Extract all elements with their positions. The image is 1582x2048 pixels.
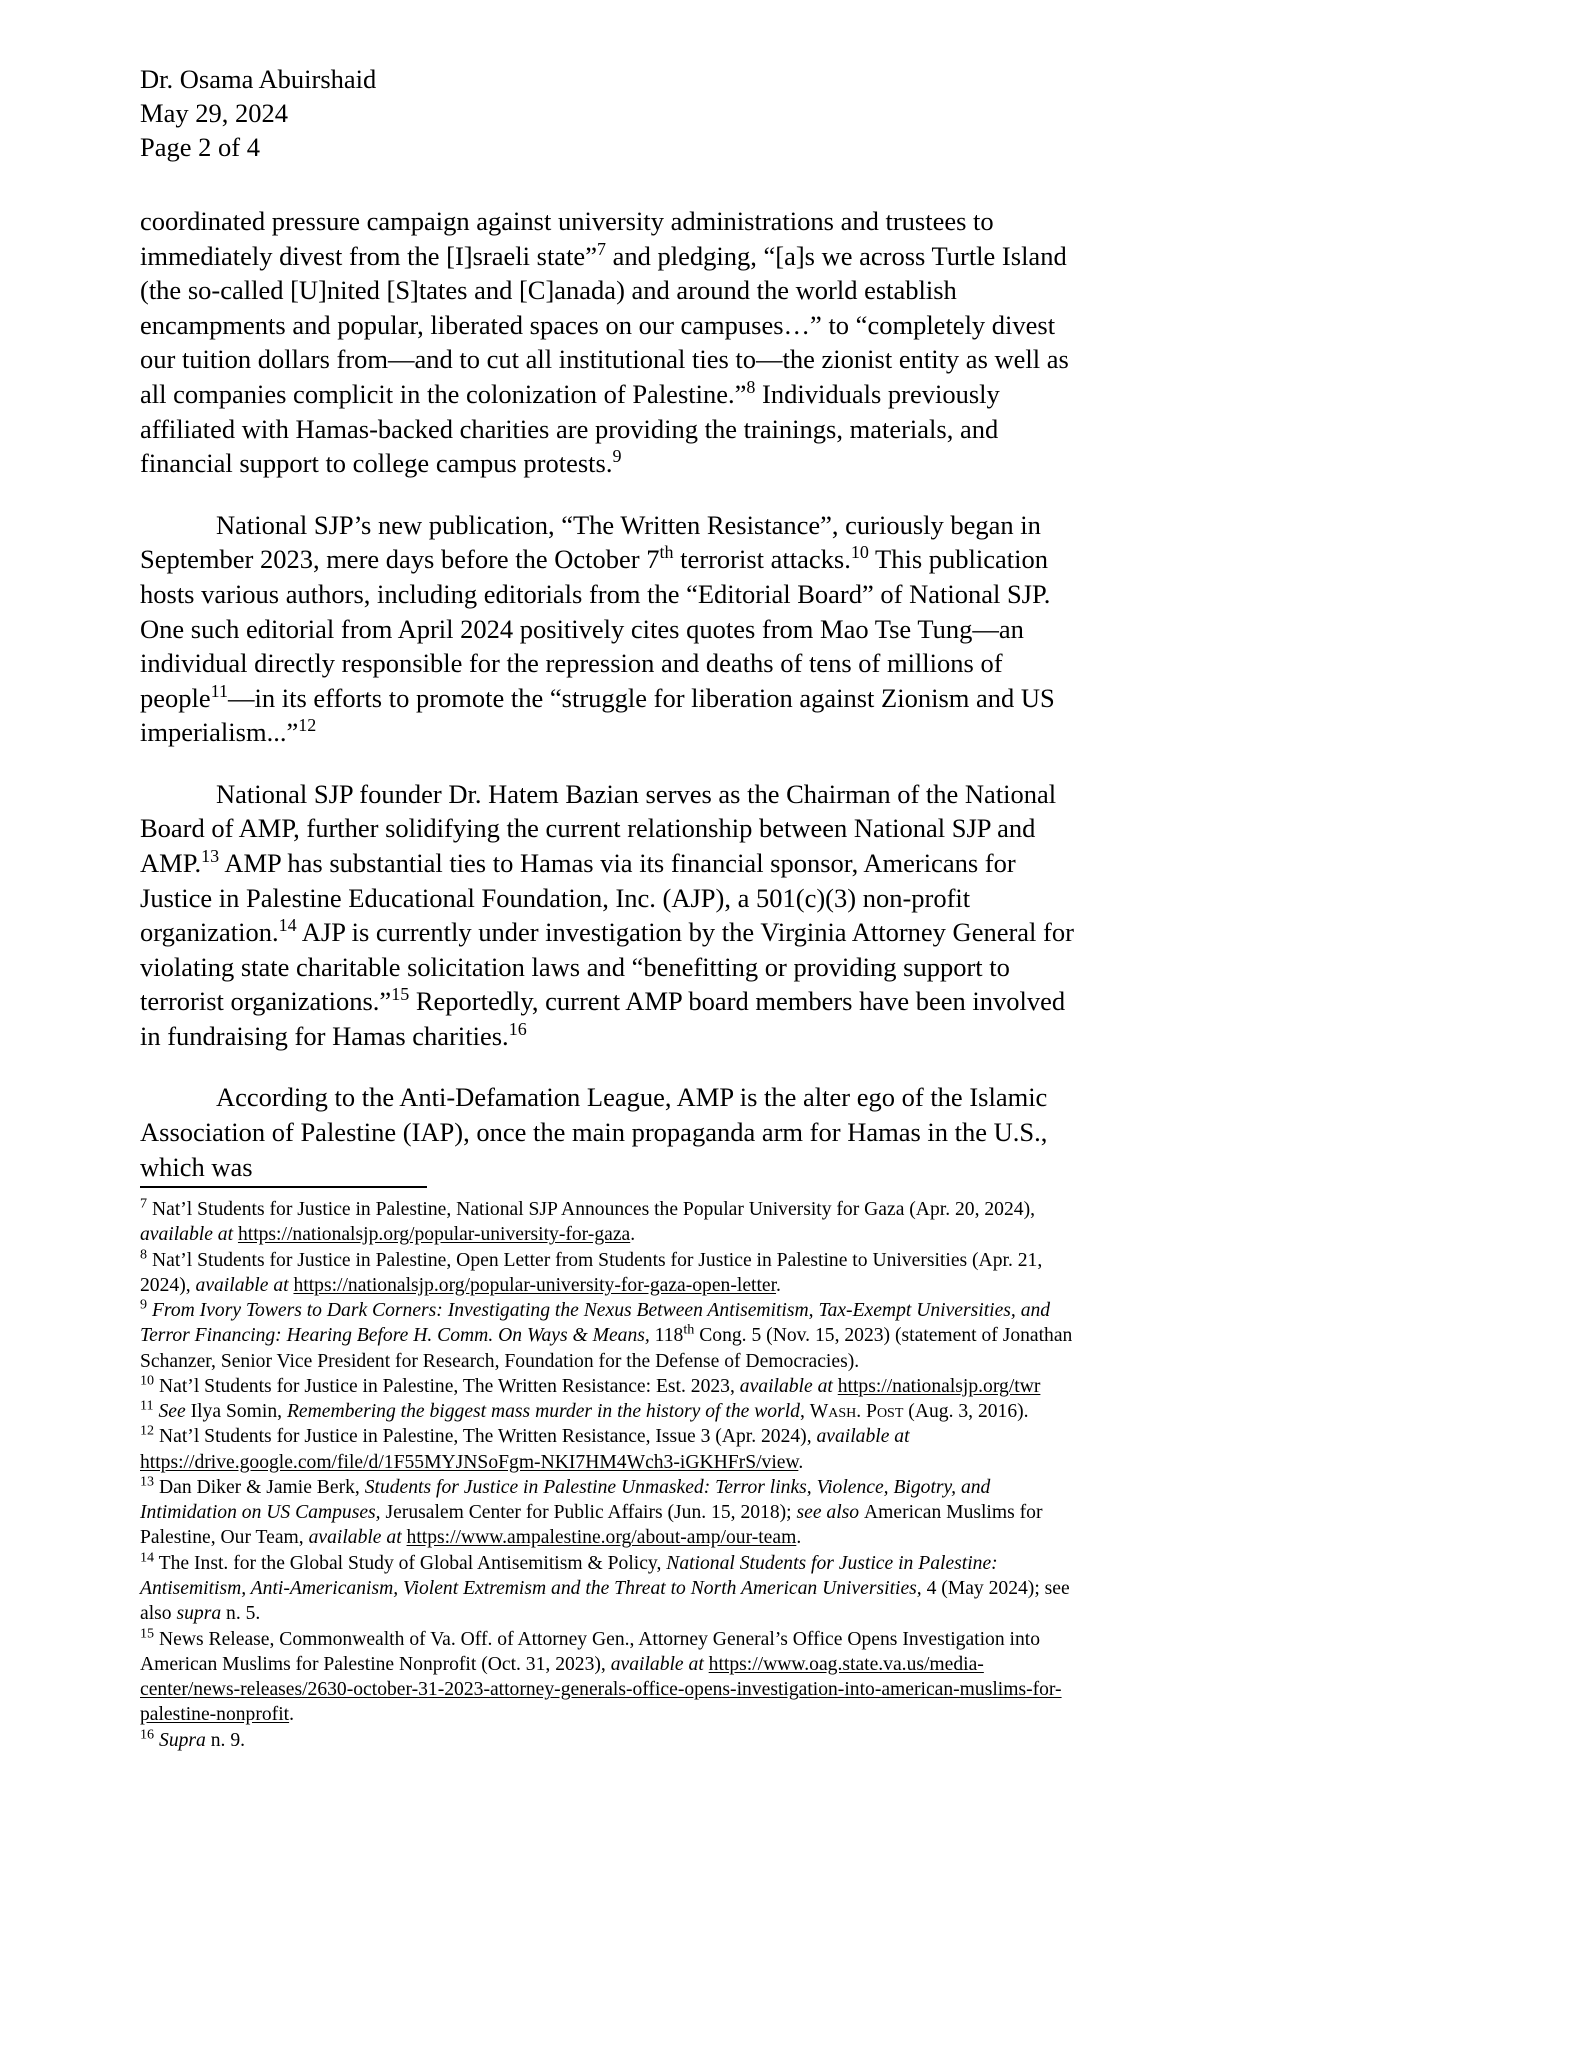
page-number-label: Page 2 of 4 xyxy=(140,132,260,163)
text-run: American Muslims for Palestine, Our Team, xyxy=(140,1502,1043,1549)
italic-text: Supra xyxy=(159,1729,211,1751)
text-run: . xyxy=(289,1704,294,1726)
italic-text: From Ivory Towers to Dark Corners: Investigating the Nexus Between Antisemitism, Tax-Exempt Universities, and Terror Financing: Hearing Before H. Comm. On Ways & Means, xyxy=(140,1300,1051,1347)
citation-url-link[interactable]: https://nationalsjp.org/popular-university-for-gaza-open-letter xyxy=(293,1274,777,1296)
text-run: . xyxy=(796,1527,802,1549)
citation-url-link[interactable]: https://www.oag.state.va.us/media-center/news-releases/2630-october-31-2023-attorney-generals-office-opens-investigation-into-american-muslims-for-palestine-nonprofit xyxy=(140,1653,1062,1726)
italic-text: available at xyxy=(739,1375,838,1397)
text-run: n. 5. xyxy=(226,1603,261,1625)
citation-url-link[interactable]: https://drive.google.com/file/d/1F55MYJNSoFgm-NKI7HM4Wch3-iGKHFrS/view xyxy=(140,1451,799,1473)
text-run: terrorist attacks. xyxy=(673,544,851,575)
text-run: coordinated pressure campaign against university administrations and trustees to immediately divest from the [I]sraeli state” xyxy=(140,206,994,271)
footnote-reference-marker: th xyxy=(683,1321,695,1338)
footnote-number: 9 xyxy=(140,1296,148,1313)
text-run: Nat’l Students for Justice in Palestine, The Written Resistance, Issue 3 (Apr. 2024), xyxy=(159,1426,817,1448)
footnote-12 xyxy=(140,1424,1080,1475)
text-run: . xyxy=(776,1274,781,1296)
italic-text: available at xyxy=(308,1527,407,1549)
footnote-9 xyxy=(140,1298,1080,1374)
footnote-reference-marker: 16 xyxy=(508,1019,527,1040)
footnote-7 xyxy=(140,1197,1080,1248)
italic-text: Remembering the biggest mass murder in the history of the world xyxy=(286,1401,800,1423)
page-content xyxy=(140,62,1080,1211)
footnote-number: 11 xyxy=(140,1397,154,1414)
footnote-section xyxy=(140,1186,1080,1753)
footnote-15 xyxy=(140,1624,1080,1728)
text-run: . xyxy=(630,1224,636,1246)
text-run: —in its efforts to promote the “struggle for liberation against Zionism and US imperialism...” xyxy=(140,682,1055,748)
citation-url-link[interactable]: https://nationalsjp.org/twr xyxy=(837,1375,1041,1397)
footnote-reference-marker: th xyxy=(659,542,674,563)
footnote-reference-marker: 9 xyxy=(612,446,622,467)
italic-text: supra xyxy=(176,1603,227,1625)
footnote-reference-marker: 11 xyxy=(210,680,228,701)
italic-text: available at xyxy=(816,1426,910,1448)
text-run: AMP has substantial ties to Hamas via its financial sponsor, Americans for Justice in Palestine Educational Foundation, Inc. (AJP), a 501(c)(3) non-profit organization. xyxy=(140,847,1016,948)
text-run: and pledging, “[a]s we across Turtle Island (the so-called [U]nited [S]tates and [C]anada) and around the world establish encampments and popular, liberated spaces on our campuses…” to “completely divest our tuition dollars from—and to cut all institutional ties to—the zionist entity as well as all companies complicit in the colonization of Palestine.” xyxy=(140,240,1069,410)
footnote-reference-marker: 8 xyxy=(746,377,756,398)
text-run: The Inst. for the Global Study of Global Antisemitism & Policy, xyxy=(158,1552,667,1574)
text-run: This publication hosts various authors, including editorials from the “Editorial Board” of National SJP. One such editorial from April 2024 positively cites quotes from Mao Tse Tung—an individual directly responsible for the repression and deaths of tens of millions of people xyxy=(140,544,1051,713)
italic-text: National Students for Justice in Palestine: Antisemitism, Anti-Americanism, Violent Extremism and the Threat to North American Universities, xyxy=(140,1552,998,1599)
italic-text: available at xyxy=(195,1274,294,1296)
text-run: n. 9. xyxy=(210,1729,246,1751)
footnote-reference-marker: 12 xyxy=(298,715,317,736)
text-run: 118 xyxy=(649,1325,684,1347)
footnote-number: 16 xyxy=(140,1726,155,1743)
italic-text: See xyxy=(158,1401,191,1423)
text-run: According to the Anti-Defamation League, AMP is the alter ego of the Islamic Association of Palestine (IAP), once the main propaganda arm for Hamas in the U.S., which was xyxy=(140,1082,1048,1182)
footnote-number: 7 xyxy=(140,1195,148,1212)
letter-date: May 29, 2024 xyxy=(140,98,288,129)
text-run: Individuals previously affiliated with Hamas-backed charities are providing the trainings, materials, and financial support to college campus protests. xyxy=(140,379,1000,479)
footnote-10 xyxy=(140,1374,1080,1399)
text-run: 4 (May 2024); see also xyxy=(140,1577,1070,1625)
footnote-number: 12 xyxy=(140,1422,155,1439)
footnote-reference-marker: 13 xyxy=(201,846,220,867)
footnote-reference-marker: 7 xyxy=(596,238,606,259)
text-run: Reportedly, current AMP board members have been involved in fundraising for Hamas charities. xyxy=(140,986,1066,1051)
text-run: Dan Diker & Jamie Berk, xyxy=(159,1476,365,1498)
letterhead xyxy=(140,62,1080,164)
footnote-separator-rule xyxy=(140,1186,427,1188)
para-3-bazian-amp xyxy=(140,777,1080,1054)
text-run: . xyxy=(798,1451,804,1473)
footnote-number: 14 xyxy=(140,1549,155,1566)
footnote-number: 8 xyxy=(140,1246,148,1262)
text-run: Cong. 5 (Nov. 15, 2023) (statement of Jonathan Schanzer, Senior Vice President for Research, Foundation for the Defense of Democracies). xyxy=(140,1325,1073,1372)
citation-url-link[interactable]: https://www.ampalestine.org/about-amp/our-team xyxy=(406,1527,797,1549)
text-run: Nat’l Students for Justice in Palestine, Open Letter from Students for Justice in Palestine to Universities (Apr. 21, 2024), xyxy=(140,1249,1043,1296)
italic-text: available at xyxy=(140,1224,238,1246)
text-run: News Release, Commonwealth of Va. Off. of Attorney Gen., Attorney General’s Office Opens Investigation into American Muslims for Palestine Nonprofit (Oct. 31, 2023), xyxy=(140,1628,1040,1675)
text-run: Nat’l Students for Justice in Palestine, The Written Resistance: Est. 2023, xyxy=(159,1375,740,1397)
footnote-8 xyxy=(140,1248,1080,1299)
text-run: (Aug. 3, 2016). xyxy=(903,1401,1029,1423)
text-run: Ilya Somin, xyxy=(190,1401,287,1423)
text-run: AJP is currently under investigation by the Virginia Attorney General for violating state charitable solicitation laws and “benefitting or providing support to terrorist organizations.” xyxy=(140,917,1074,1017)
text-run: Jerusalem Center for Public Affairs (Jun. 15, 2018); xyxy=(380,1502,797,1524)
italic-text: available at xyxy=(610,1653,709,1675)
citation-url-link[interactable]: https://nationalsjp.org/popular-university-for-gaza xyxy=(237,1224,631,1246)
footnote-16 xyxy=(140,1728,1080,1753)
footnote-number: 13 xyxy=(140,1473,155,1490)
text-run: National SJP’s new publication, “The Written Resistance”, curiously began in September 2023, mere days before the October 7 xyxy=(140,509,1041,575)
italic-text: Students for Justice in Palestine Unmasked: Terror links, Violence, Bigotry, and Intimidation on US Campuses, xyxy=(140,1476,991,1524)
footnote-reference-marker: 10 xyxy=(850,542,869,563)
footnote-reference-marker: 15 xyxy=(391,984,410,1005)
footnote-number: 15 xyxy=(140,1624,155,1641)
footnote-11 xyxy=(140,1399,1080,1424)
para-1-continuation xyxy=(140,204,1080,481)
footnote-reference-marker: 14 xyxy=(278,915,297,936)
footnote-14 xyxy=(140,1551,1080,1627)
recipient-name: Dr. Osama Abuirshaid xyxy=(140,64,377,94)
body-text xyxy=(140,204,1080,1184)
text-run: National SJP founder Dr. Hatem Bazian serves as the Chairman of the National Board of AMP, further solidifying the current relationship between National SJP and AMP. xyxy=(140,778,1057,878)
text-run: , xyxy=(799,1401,810,1423)
para-2-written-resistance xyxy=(140,508,1080,750)
italic-text: see also xyxy=(796,1502,864,1524)
footnote-13 xyxy=(140,1475,1080,1551)
footnote-number: 10 xyxy=(140,1372,155,1389)
text-run: Nat’l Students for Justice in Palestine, National SJP Announces the Popular University for Gaza (Apr. 20, 2024), xyxy=(151,1199,1035,1220)
footnote-list xyxy=(140,1197,1080,1753)
small-caps-text: Wash. Post xyxy=(809,1401,904,1423)
para-4-adl-iap xyxy=(140,1080,1080,1184)
